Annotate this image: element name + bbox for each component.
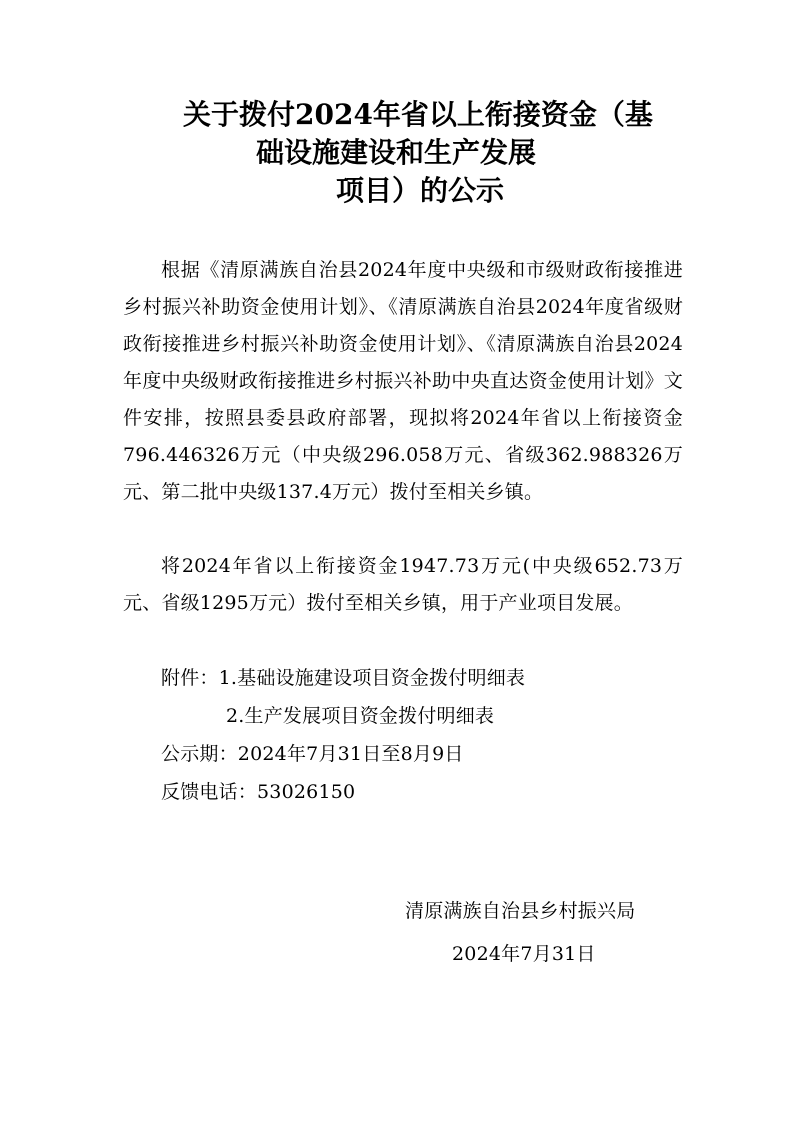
body-paragraph-1: 根据《清原满族自治县2024年度中央级和市级财政衔接推进乡村振兴补助资金使用计划》、《清原满族自治县2024年度省级财政衔接推进乡村振兴补助资金使用计划》、《清原满族自治县2024年度中央级财政衔接推进乡村振兴补助中央直达资金使用计划》文件安排，按照县委县政府部署，现拟将2024年省以上衔接资金796.446326万元（中央级296.058万元、省级362.988326万元、第二批中央级137.4万元）拨付至相关乡镇。 <box>123 259 683 503</box>
feedback-phone: 反馈电话：53026150 <box>161 781 356 803</box>
title-line-2: 础设施建设和生产发展 <box>256 136 537 169</box>
attachment-item-2: 2.生产发展项目资金拨付明细表 <box>226 705 495 727</box>
title-line-1: 关于拨付2024年省以上衔接资金（基 <box>183 98 653 131</box>
notice-period: 公示期：2024年7月31日至8月9日 <box>161 743 464 765</box>
body-paragraph-2: 将2024年省以上衔接资金1947.73万元(中央级652.73万元、省级1295万元）拨付至相关乡镇，用于产业项目发展。 <box>123 555 683 614</box>
body-paragraph-1-container <box>123 252 683 511</box>
title-line-3: 项目）的公示 <box>336 174 505 207</box>
attachment-item-1: 附件：1.基础设施建设项目资金拨付明细表 <box>161 667 526 689</box>
signature-date: 2024年7月31日 <box>452 943 596 965</box>
body-paragraph-2-container <box>123 548 683 622</box>
signature-org: 清原满族自治县乡村振兴局 <box>405 900 636 922</box>
